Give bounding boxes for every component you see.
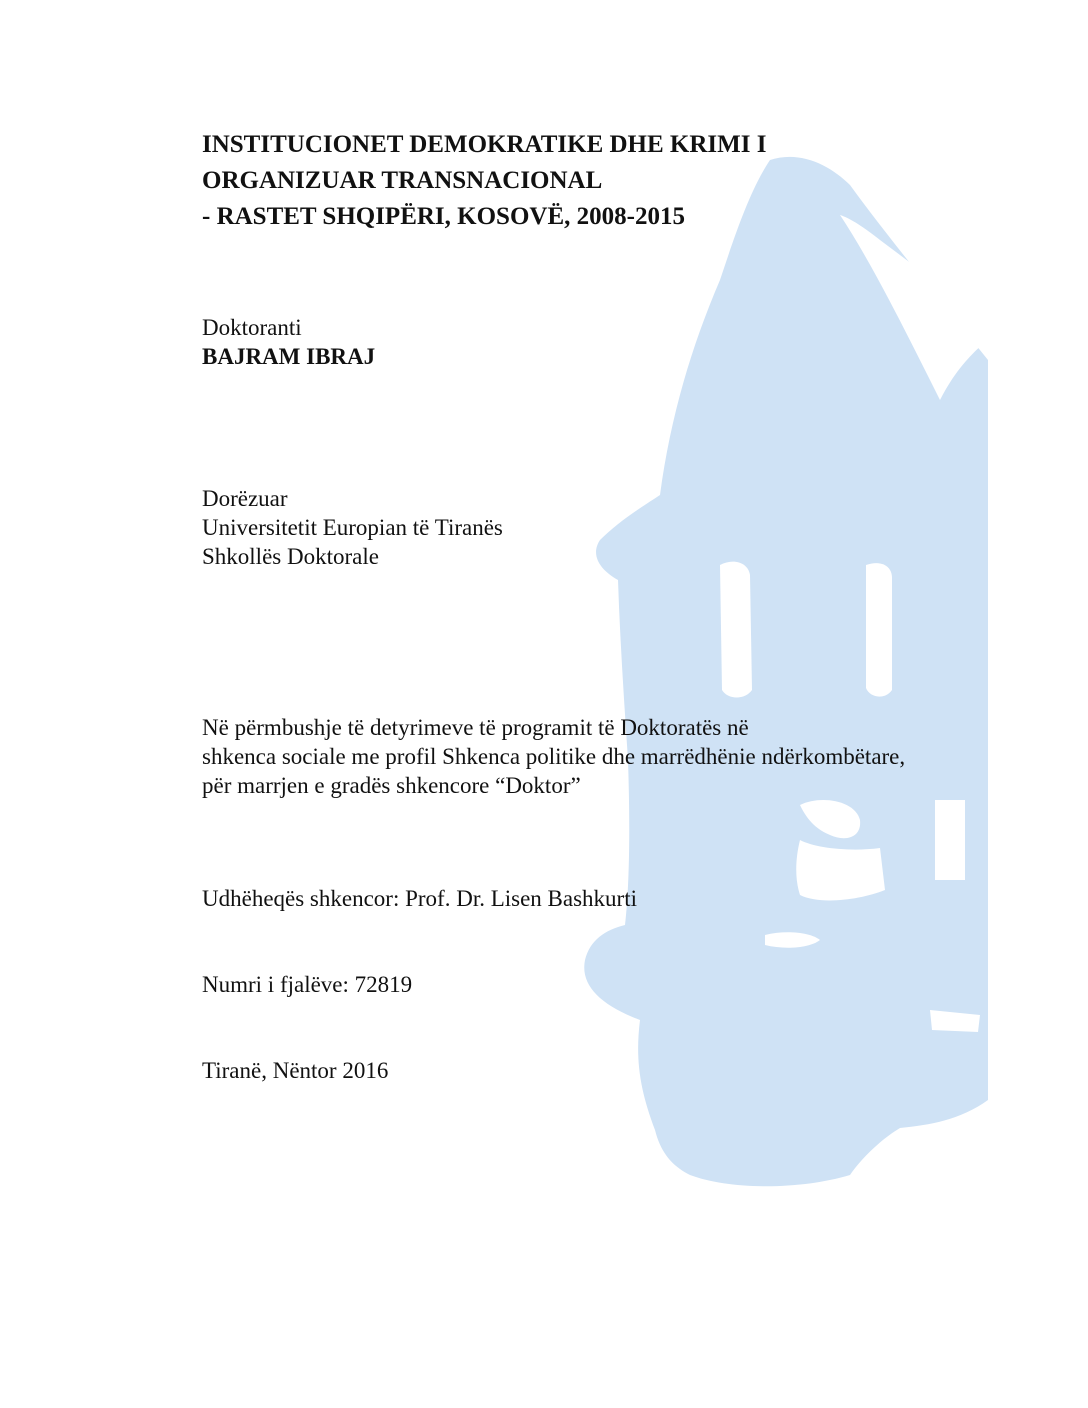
thesis-title-line: INSTITUCIONET DEMOKRATIKE DHE KRIMI I [202,131,767,158]
thesis-title-line: ORGANIZUAR TRANSNACIONAL [202,167,603,194]
author-label: Doktoranti [202,315,302,340]
submission-line: Universitetit Europian të Tiranës [202,515,503,540]
submission-line: Shkollës Doktorale [202,544,379,569]
purpose-statement [202,713,905,800]
author-name: BAJRAM IBRAJ [202,344,376,369]
thesis-title [202,127,766,235]
place-and-date: Tiranë, Nëntor 2016 [202,1058,389,1083]
purpose-line: për marrjen e gradës shkencore “Doktor” [202,773,581,798]
word-count: Numri i fjalëve: 72819 [202,972,413,997]
purpose-line: shkenca sociale me profil Shkenca politike dhe marrëdhënie ndërkombëtare, [202,744,906,769]
purpose-line: Në përmbushje të detyrimeve të programit të Doktoratës në [202,715,749,740]
thesis-title-line: - RASTET SHQIPËRI, KOSOVË, 2008-2015 [202,203,685,230]
supervisor-line: Udhëheqës shkencor: Prof. Dr. Lisen Bashkurti [202,886,638,911]
submission-line: Dorëzuar [202,486,288,511]
submission-block [202,484,503,571]
